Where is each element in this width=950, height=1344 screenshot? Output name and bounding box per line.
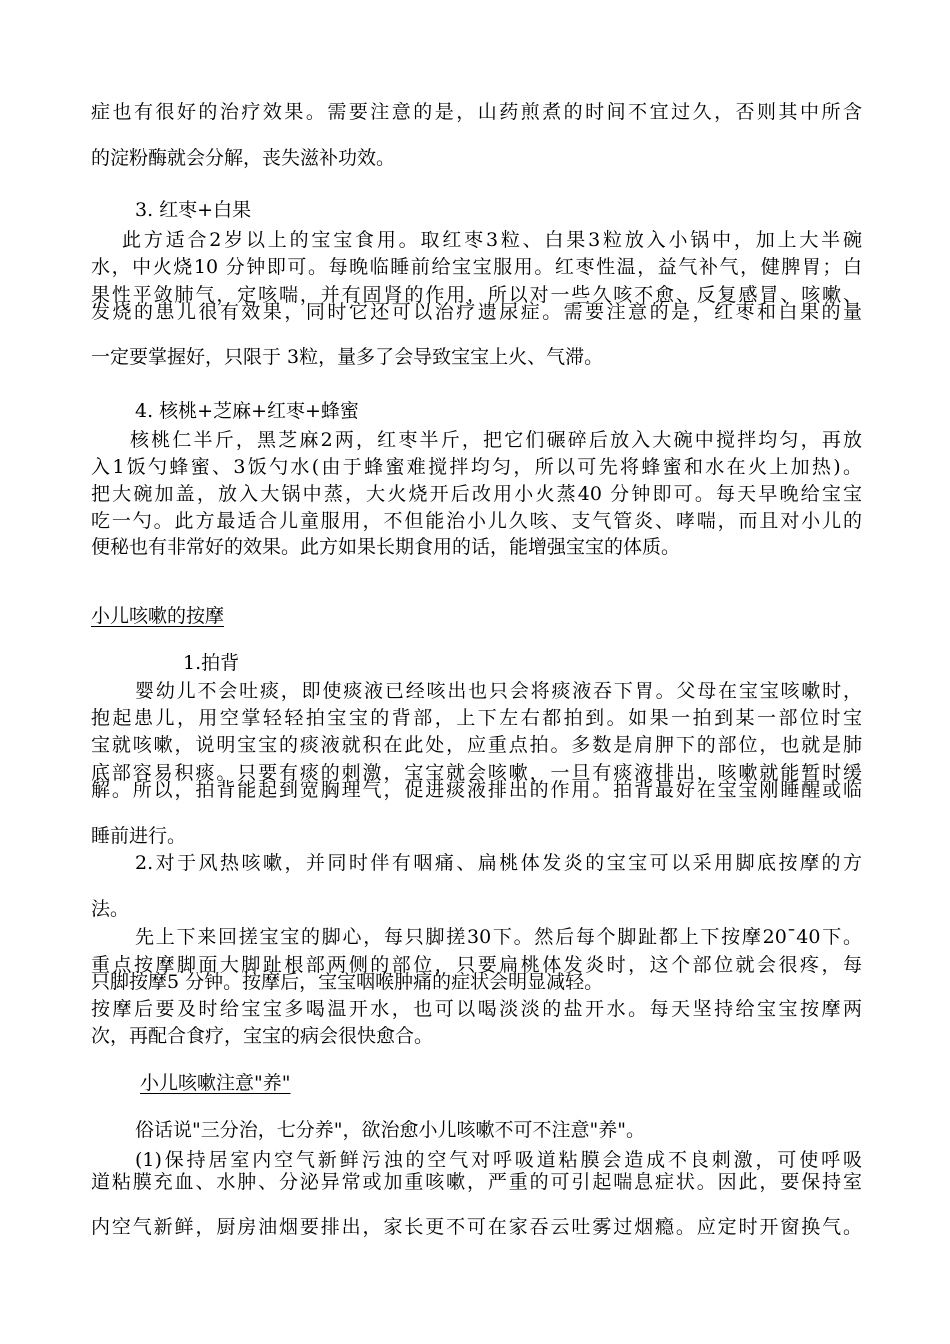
text-line: 的淀粉酶就会分解，丧失滋补功效。 <box>91 147 396 169</box>
subsection-heading: 1.拍背 <box>183 652 240 674</box>
text-line: 果性平敛肺气，定咳喘，并有固肾的作用，所以对一些久咳不愈、反复感冒、咳嗽、 <box>91 284 862 306</box>
text-line: 睡前进行。 <box>91 825 187 847</box>
text-line: 解。所以，拍背能起到宽胸理气，促进痰液排出的作用。拍背最好在宝宝刚睡醒或临 <box>91 779 862 801</box>
text-line: 按摩后要及时给宝宝多喝温开水，也可以喝淡淡的盐开水。每天坚持给宝宝按摩两 <box>91 998 862 1020</box>
text-line: 吃一勺。此方最适合儿童服用，不但能治小儿久咳、支气管炎、哮喘，而且对小儿的 <box>91 510 862 532</box>
text-line: 道粘膜充血、水肿、分泌异常或加重咳嗽，严重的可引起喘息症状。因此，要保持室 <box>91 1171 862 1193</box>
text-line: 水，中火烧10 分钟即可。每晚临睡前给宝宝服用。红枣性温，益气补气，健脾胃；白 <box>91 256 862 278</box>
section-heading: 4. 核桃+芝麻+红枣+蜂蜜 <box>135 400 359 422</box>
text-line: 只脚按摩5 分钟。按摩后，宝宝咽喉肿痛的症状会明显减轻。 <box>91 971 604 993</box>
text-line: 入1饭勺蜂蜜、3饭勺水(由于蜂蜜难搅拌均匀，所以可先将蜂蜜和水在火上加热)。 <box>91 456 862 478</box>
text-line: 法。 <box>91 898 130 920</box>
text-line: 重点按摩脚面大脚趾根部两侧的部位，只要扁桃体发炎时，这个部位就会很疼，每 <box>91 954 862 976</box>
text-line: 抱起患儿，用空掌轻轻拍宝宝的背部，上下左右都拍到。如果一拍到某一部位时宝 <box>91 707 862 729</box>
text-line: 核桃仁半斤，黑芝麻2两，红枣半斤，把它们碾碎后放入大碗中搅拌均匀，再放 <box>130 429 862 451</box>
text-line: 此方适合2岁以上的宝宝食用。取红枣3粒、白果3粒放入小锅中，加上大半碗 <box>122 229 862 251</box>
text-line: 俗话说"三分治，七分养"，欲治愈小儿咳嗽不可不注意"养"。 <box>135 1119 645 1141</box>
text-line: 底部容易积痰。只要有痰的刺激，宝宝就会咳嗽，一旦有痰液排出，咳嗽就能暂时缓 <box>91 762 862 784</box>
text-line: 婴幼儿不会吐痰，即使痰液已经咳出也只会将痰液吞下胃。父母在宝宝咳嗽时， <box>135 680 862 702</box>
text-line: 症也有很好的治疗效果。需要注意的是，山药煎煮的时间不宜过久，否则其中所含 <box>91 101 862 123</box>
section-heading: 3. 红枣+白果 <box>135 199 252 221</box>
text-line: 把大碗加盖，放入大锅中蒸，大火烧开后改用小火蒸40 分钟即可。每天早晚给宝宝 <box>91 483 862 505</box>
text-line: (1)保持居室内空气新鲜污浊的空气对呼吸道粘膜会造成不良刺激，可使呼吸 <box>135 1149 862 1171</box>
text-line: 发烧的患儿很有效果，同时它还可以治疗遗尿症。需要注意的是，红枣和白果的量 <box>91 301 862 323</box>
section-heading: 小儿咳嗽注意"养" <box>140 1072 291 1094</box>
section-heading: 小儿咳嗽的按摩 <box>91 605 225 627</box>
text-line: 2.对于风热咳嗽，并同时伴有咽痛、扁桃体发炎的宝宝可以采用脚底按摩的方 <box>135 852 862 874</box>
text-line: 一定要掌握好，只限于 3粒，量多了会导致宝宝上火、气滞。 <box>91 346 604 368</box>
text-line: 宝就咳嗽，说明宝宝的痰液就积在此处，应重点拍。多数是肩胛下的部位，也就是肺 <box>91 734 862 756</box>
text-line: 内空气新鲜，厨房油烟要排出，家长更不可在家吞云吐雾过烟瘾。应定时开窗换气。 <box>91 1216 862 1238</box>
text-line: 次，再配合食疗，宝宝的病会很快愈合。 <box>91 1025 434 1047</box>
text-line: 先上下来回搓宝宝的脚心，每只脚搓30下。然后每个脚趾都上下按摩20ˉ40下。 <box>135 926 862 948</box>
text-line: 便秘也有非常好的效果。此方如果长期食用的话，能增强宝宝的体质。 <box>91 536 681 558</box>
